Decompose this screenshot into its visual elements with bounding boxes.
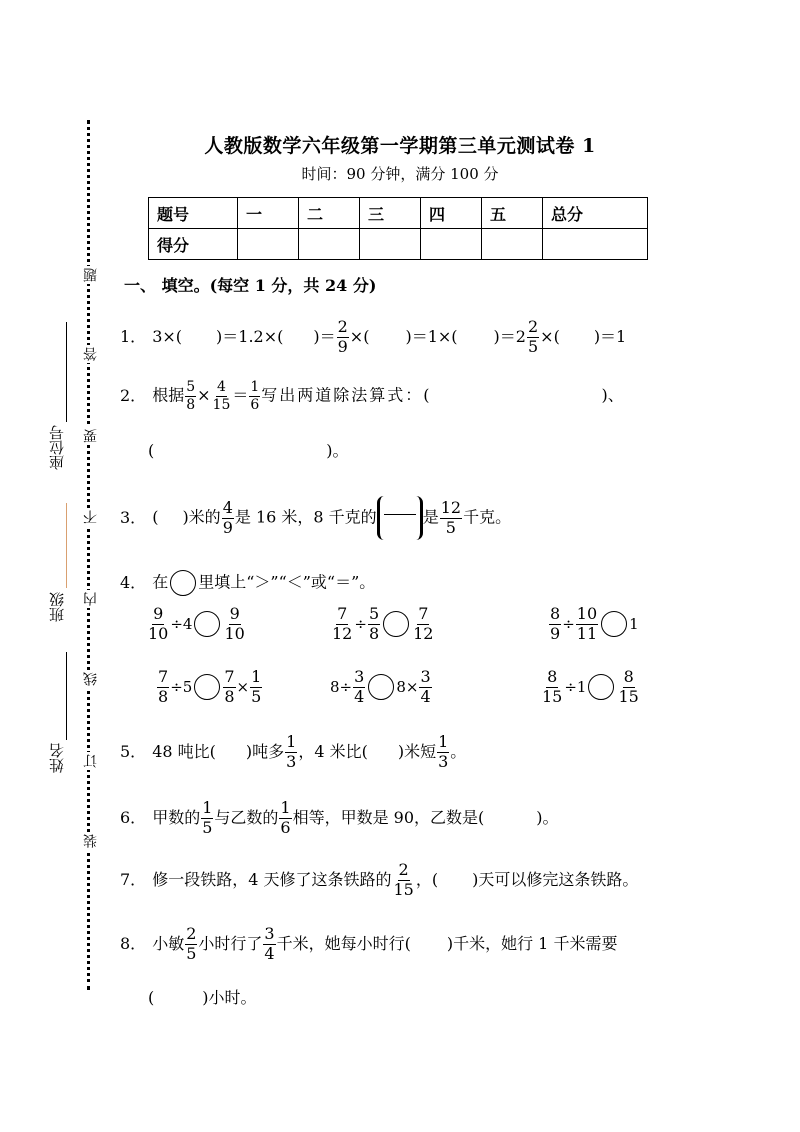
- question-text: ×: [197, 385, 211, 405]
- table-row: [149, 229, 648, 260]
- fraction: $\frac{7}{12}$: [332, 604, 353, 643]
- question-2: [120, 380, 624, 412]
- question-text: 是: [422, 507, 439, 527]
- compare-circle[interactable]: [588, 674, 614, 700]
- question-number: 3．: [120, 507, 147, 527]
- question-text: )米的: [182, 507, 221, 527]
- seal-char-8: 装: [83, 834, 99, 848]
- operand: 1: [629, 615, 639, 634]
- seal-char-5: 内: [83, 592, 99, 606]
- fraction: $\frac{4}{15}$: [212, 379, 231, 413]
- question-5: [120, 734, 466, 771]
- question-text: )。: [536, 807, 559, 827]
- compare-item-3: [548, 606, 639, 643]
- compare-circle[interactable]: [383, 611, 409, 637]
- fraction: $\frac{1}{3}$: [438, 732, 449, 771]
- question-text: ×(: [540, 326, 560, 346]
- question-text: 与乙数的: [214, 807, 279, 827]
- operand: 8÷: [330, 678, 353, 697]
- question-text: (: [148, 988, 155, 1007]
- fraction: $\frac{9}{10}$: [224, 604, 245, 643]
- fraction: $\frac{1}{5}$: [202, 798, 213, 837]
- seat-number-line: [66, 322, 67, 422]
- question-text: (: [148, 441, 155, 460]
- seal-char-1: 题: [83, 268, 99, 282]
- table-cell: 三: [360, 198, 421, 229]
- question-number: 7．: [120, 869, 147, 889]
- fraction: $\frac{12}{5}$: [440, 497, 462, 537]
- question-8-line-2: [148, 990, 257, 1006]
- question-text: 千克。: [463, 507, 512, 527]
- question-number: 6．: [120, 807, 147, 827]
- fraction: $\frac{10}{11}$: [576, 604, 598, 643]
- fraction: $\frac{4}{9}$: [222, 497, 233, 537]
- binding-dotted-line: [87, 120, 90, 990]
- question-text: )天可以修完这条铁路。: [472, 869, 639, 889]
- question-number: 8．: [120, 933, 147, 953]
- question-text: 修一段铁路，4 天修了这条铁路的: [152, 869, 392, 889]
- compare-circle[interactable]: [194, 674, 220, 700]
- fraction-answer-bracket[interactable]: [377, 496, 423, 540]
- fraction: $\frac{2}{5}$: [186, 924, 197, 963]
- operand: 8×: [396, 678, 419, 697]
- question-text: )米短: [397, 741, 437, 761]
- name-line: [66, 652, 67, 740]
- table-row: [149, 198, 648, 229]
- question-text: 。: [450, 741, 467, 761]
- compare-item-1: [146, 606, 247, 643]
- question-text: 甲数的: [152, 807, 201, 827]
- question-text: )＝1: [593, 326, 627, 346]
- fraction: $\frac{5}{8}$: [368, 604, 380, 643]
- question-text: ×(: [349, 326, 370, 346]
- question-4: [120, 570, 375, 596]
- fraction: $\frac{5}{8}$: [186, 379, 196, 413]
- seal-char-6: 线: [83, 672, 99, 686]
- question-text: 写出两道除法算式：(: [261, 385, 432, 405]
- operator: ×: [236, 678, 250, 697]
- question-text: 里填上“＞”“＜”或“＝”。: [198, 572, 376, 592]
- fraction: $\frac{2}{9}$: [337, 317, 348, 356]
- fraction: $\frac{8}{9}$: [550, 604, 561, 643]
- fraction: $\frac{2}{15}$: [393, 860, 414, 899]
- question-text: 48 吨比(: [152, 741, 216, 761]
- question-text: 小敏: [152, 933, 185, 953]
- page-title: 人教版数学六年级第一学期第三单元测试卷 1: [204, 135, 596, 157]
- question-text: )＝1×(: [405, 326, 458, 346]
- question-7: [120, 862, 638, 899]
- table-cell: 得分: [149, 229, 238, 260]
- score-cell[interactable]: [299, 229, 360, 260]
- operator: ÷5: [170, 678, 193, 697]
- question-text: ＝: [232, 385, 249, 405]
- compare-circle[interactable]: [368, 674, 394, 700]
- compare-item-4: [156, 669, 263, 706]
- question-text: )小时。: [202, 988, 257, 1007]
- fraction: $\frac{8}{15}$: [618, 667, 639, 706]
- operator: ÷: [562, 615, 575, 634]
- fraction: $\frac{9}{10}$: [148, 604, 169, 643]
- question-text: (: [152, 507, 159, 527]
- compare-item-2: [330, 606, 435, 643]
- table-cell: 四: [421, 198, 482, 229]
- page-subtitle: 时间：90 分钟，满分 100 分: [301, 165, 499, 183]
- class-line: [66, 503, 67, 588]
- question-text: )、: [601, 385, 624, 405]
- question-text: )。: [326, 441, 349, 460]
- fraction: $\frac{3}{4}$: [354, 667, 365, 706]
- score-cell[interactable]: [360, 229, 421, 260]
- score-cell[interactable]: [482, 229, 543, 260]
- fraction: $\frac{1}{6}$: [280, 798, 291, 837]
- score-cell[interactable]: [543, 229, 648, 260]
- table-cell: 五: [482, 198, 543, 229]
- circle-icon: [170, 570, 196, 596]
- question-number: 4．: [120, 572, 147, 592]
- question-2-line-2: [148, 443, 349, 459]
- operator: ÷: [354, 615, 367, 634]
- seal-char-4: 不: [83, 510, 99, 524]
- question-number: 1．: [120, 326, 147, 346]
- question-6: [120, 800, 559, 837]
- question-text: 3×(: [152, 326, 183, 346]
- compare-item-5: [330, 669, 433, 706]
- name-label: 姓名: [48, 743, 66, 773]
- question-text: ，(: [415, 869, 439, 889]
- seal-char-3: 要: [83, 429, 99, 443]
- question-number: 5．: [120, 741, 147, 761]
- question-text: )＝1.2×(: [216, 326, 284, 346]
- class-label: 班级: [48, 592, 66, 622]
- compare-circle[interactable]: [194, 611, 220, 637]
- table-cell: 二: [299, 198, 360, 229]
- fraction: $\frac{7}{8}$: [158, 667, 169, 706]
- question-text: 相等，甲数是 90，乙数是(: [292, 807, 485, 827]
- question-text: 小时行了: [198, 933, 263, 953]
- table-cell: 题号: [149, 198, 238, 229]
- question-text: ，4 米比(: [298, 741, 368, 761]
- score-cell[interactable]: [238, 229, 299, 260]
- fraction: $\frac{7}{8}$: [224, 667, 235, 706]
- question-8: [120, 926, 617, 963]
- question-text: 根据: [152, 385, 185, 405]
- seal-char-2: 答: [83, 347, 99, 361]
- compare-circle[interactable]: [601, 611, 627, 637]
- fraction: $\frac{3}{4}$: [264, 924, 275, 963]
- fraction: $\frac{1}{3}$: [286, 732, 297, 771]
- table-cell: 总分: [543, 198, 648, 229]
- question-number: 2．: [120, 385, 147, 405]
- question-text: )＝2: [493, 326, 526, 346]
- question-text: )＝: [313, 326, 336, 346]
- fraction: $\frac{1}{5}$: [251, 667, 262, 706]
- seal-char-7: 订: [83, 754, 99, 768]
- fraction: $\frac{2}{5}$: [527, 317, 539, 356]
- question-1: [120, 319, 626, 356]
- question-text: )吨多: [245, 741, 285, 761]
- fraction: $\frac{3}{4}$: [420, 667, 431, 706]
- question-text: )千米，她行 1 千米需要: [446, 933, 618, 953]
- fraction: $\frac{8}{15}$: [542, 667, 563, 706]
- operator: ÷1: [564, 678, 587, 697]
- table-cell: 一: [238, 198, 299, 229]
- section-heading: 一、 填空。(每空 1 分，共 24 分): [124, 276, 377, 295]
- seat-number-label: 座位号: [48, 425, 66, 470]
- question-text: 千米，她每小时行(: [276, 933, 411, 953]
- fraction: $\frac{1}{6}$: [250, 379, 260, 413]
- score-table: [148, 197, 648, 260]
- operator: ÷4: [170, 615, 193, 634]
- question-text: 在: [152, 572, 169, 592]
- compare-item-6: [540, 669, 641, 706]
- question-text: 是 16 米，8 千克的: [234, 507, 377, 527]
- fraction: $\frac{7}{12}$: [413, 604, 434, 643]
- question-3: [120, 496, 511, 540]
- score-cell[interactable]: [421, 229, 482, 260]
